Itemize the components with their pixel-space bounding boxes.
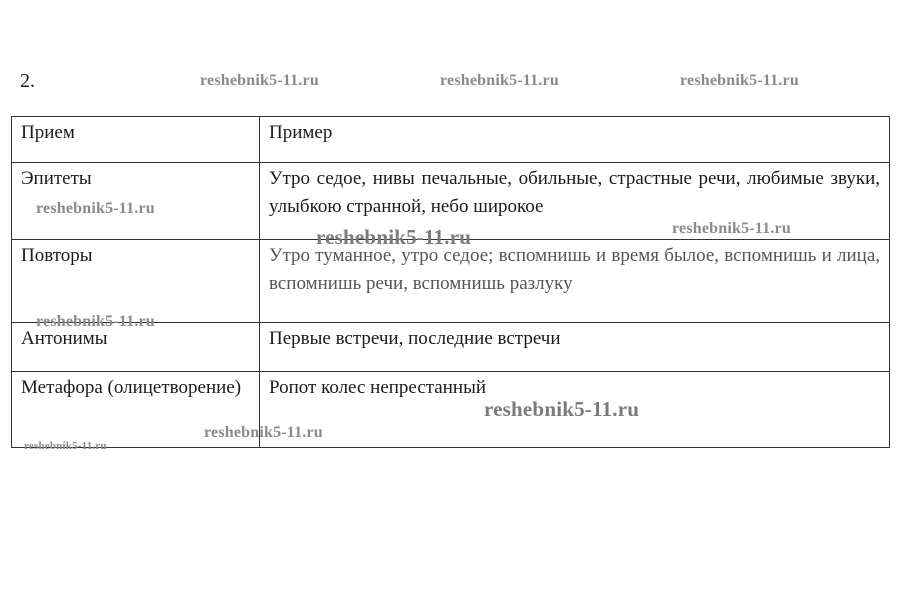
header-device: Прием xyxy=(12,117,260,163)
device-cell: Повторы xyxy=(12,240,260,323)
watermark: reshebnik5-11.ru xyxy=(24,440,107,452)
example-cell: Ропот колес непрестанный xyxy=(260,372,890,448)
watermark: reshebnik5-11.ru xyxy=(200,72,319,89)
table-row xyxy=(12,240,890,323)
watermark: reshebnik5-11.ru xyxy=(680,72,799,89)
watermark: reshebnik5-11.ru xyxy=(440,72,559,89)
device-cell: Эпитеты xyxy=(12,163,260,240)
task-number: 2. xyxy=(20,70,35,92)
table-row xyxy=(12,372,890,448)
device-cell: Метафора (олицетворение) xyxy=(12,372,260,448)
watermark: reshebnik5-11.ru xyxy=(204,424,323,441)
example-cell: Первые встречи, последние встречи xyxy=(260,323,890,372)
example-cell: Утро седое, нивы печальные, обильные, страстные речи, любимые звуки, улыбкою странной, небо широкое xyxy=(260,163,890,240)
table-header-row xyxy=(12,117,890,163)
literary-devices-table xyxy=(11,116,890,448)
watermark: reshebnik5-11.ru xyxy=(36,200,155,217)
watermark: reshebnik5-11.ru xyxy=(316,225,472,249)
watermark: reshebnik5-11.ru xyxy=(484,397,640,421)
watermark: reshebnik5-11.ru xyxy=(36,313,155,330)
example-cell: Утро туманное, утро седое; вспомнишь и время былое, вспомнишь и лица, вспомнишь речи, вспомнишь разлуку xyxy=(260,240,890,323)
watermark: reshebnik5-11.ru xyxy=(672,220,791,237)
header-example: Пример xyxy=(260,117,890,163)
device-cell: Антонимы xyxy=(12,323,260,372)
